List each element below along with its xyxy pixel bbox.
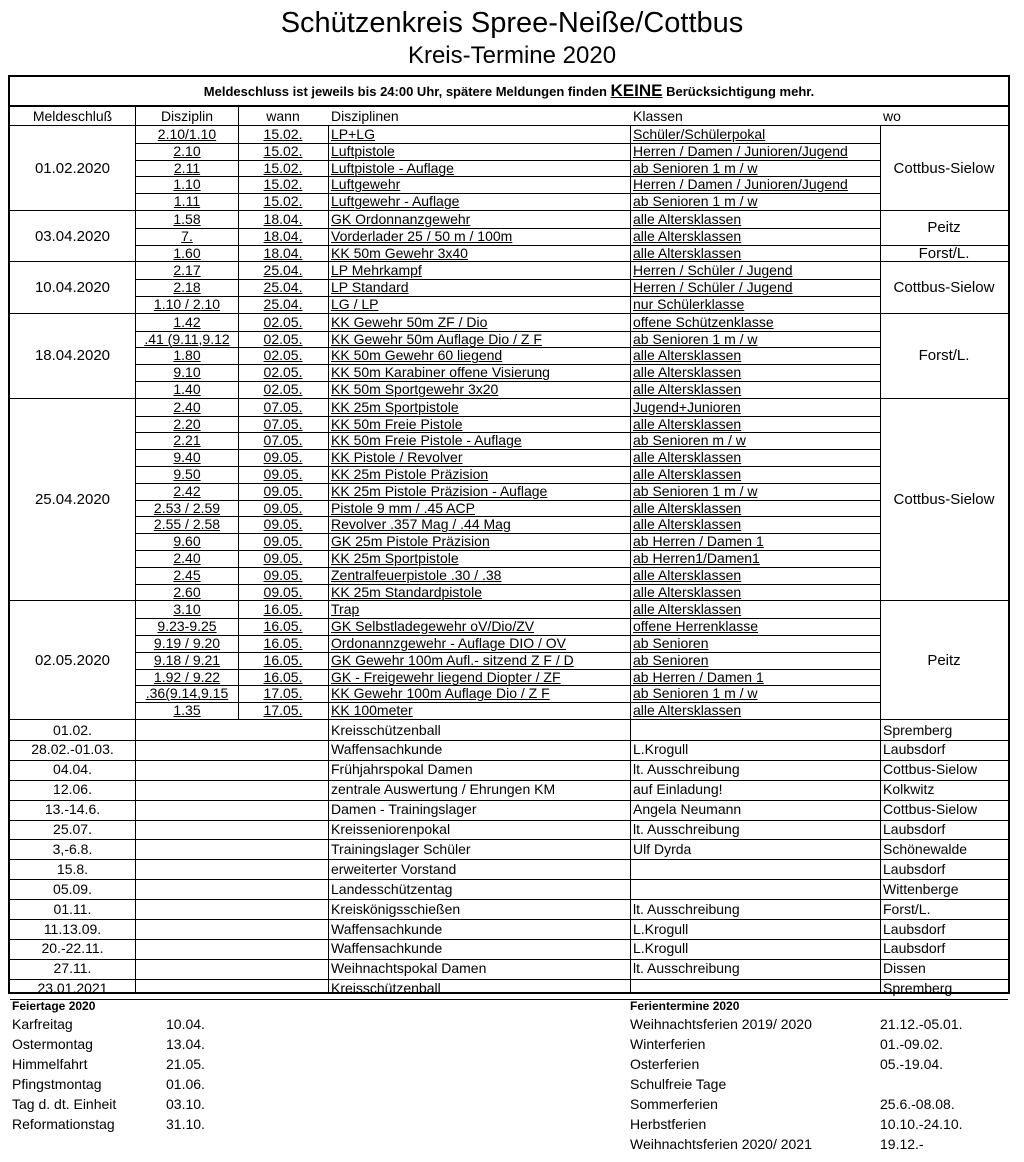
grid-line bbox=[136, 381, 880, 382]
header-code: Disziplin bbox=[160, 108, 214, 124]
vacations-name: Weihnachtsferien 2020/ 2021 bbox=[630, 1136, 812, 1152]
discipline-code: 1.60 bbox=[173, 244, 201, 261]
discipline-code: .36(9.14,9.15 bbox=[145, 685, 229, 702]
classes-cell: ab Herren / Damen 1 bbox=[633, 533, 764, 550]
event-name: Waffensachkunde bbox=[331, 741, 443, 758]
discipline-code: 2.10 bbox=[173, 142, 201, 159]
grid-line bbox=[136, 228, 880, 229]
event-date: 09.05. bbox=[263, 550, 303, 566]
classes-cell: alle Altersklassen bbox=[633, 702, 742, 719]
event-date: 15.02. bbox=[263, 193, 303, 210]
event-classes: auf Einladung! bbox=[633, 781, 723, 798]
discipline-code: 9.19 / 9.20 bbox=[153, 635, 221, 651]
grid-line bbox=[328, 125, 329, 719]
discipline-name: KK 50m Freie Pistole - Auflage bbox=[331, 432, 522, 449]
grid-line bbox=[10, 839, 1008, 840]
holidays-date: 10.04. bbox=[166, 1016, 205, 1032]
event-name: Waffensachkunde bbox=[331, 920, 443, 937]
event-name: erweiterter Vorstand bbox=[331, 860, 457, 877]
deadline-cell: 03.04.2020 bbox=[34, 227, 111, 245]
classes-cell: Herren / Schüler / Jugend bbox=[633, 279, 793, 296]
event-date: 25.04. bbox=[263, 296, 303, 312]
event-place: Laubsdorf bbox=[883, 741, 946, 758]
event-date: 18.04. bbox=[263, 227, 303, 244]
event-date: 23.01.2021 bbox=[37, 980, 108, 997]
event-place: Spremberg bbox=[883, 980, 953, 997]
event-date: 15.02. bbox=[263, 126, 303, 142]
holidays-date: 21.05. bbox=[166, 1056, 205, 1072]
discipline-code: 2.17 bbox=[173, 262, 201, 279]
page-title: Schützenkreis Spree-Neiße/Cottbus bbox=[280, 7, 744, 39]
event-classes: L.Krogull bbox=[633, 741, 689, 758]
notice-keyword: KEINE bbox=[610, 81, 663, 100]
event-date: 02.05. bbox=[263, 381, 303, 397]
event-date: 3,-6.8. bbox=[52, 840, 93, 857]
event-name: Frühjahrspokal Damen bbox=[331, 761, 473, 778]
event-place: Laubsdorf bbox=[883, 920, 946, 937]
event-date: 04.04. bbox=[53, 761, 92, 778]
discipline-name: GK 25m Pistole Präzision bbox=[331, 533, 490, 550]
discipline-name: Trap bbox=[331, 601, 360, 618]
grid-line bbox=[136, 432, 880, 433]
event-date: 18.04. bbox=[263, 244, 303, 261]
classes-cell: alle Altersklassen bbox=[633, 516, 742, 533]
header-deadline: Meldeschluß bbox=[32, 108, 113, 124]
grid-line bbox=[135, 719, 136, 992]
event-date: 25.04. bbox=[263, 279, 303, 296]
event-date: 16.05. bbox=[263, 651, 303, 668]
notice-text-post: Berücksichtigung mehr. bbox=[666, 84, 815, 99]
event-date: 13.-14.6. bbox=[44, 801, 101, 818]
event-place: Cottbus-Sielow bbox=[883, 801, 978, 818]
header-classes: Klassen bbox=[633, 108, 683, 124]
event-date: 15.02. bbox=[263, 176, 303, 193]
event-date: 02.05. bbox=[263, 330, 303, 347]
grid-line bbox=[135, 106, 136, 125]
notice-text-pre: Meldeschluss ist jeweils bis 24:00 Uhr, spätere Meldungen finden bbox=[203, 84, 607, 99]
event-date: 09.05. bbox=[263, 499, 303, 516]
holidays-name: Tag d. dt. Einheit bbox=[12, 1096, 117, 1112]
event-place: Kolkwitz bbox=[883, 781, 935, 798]
event-date: 01.02. bbox=[53, 721, 92, 738]
grid-line bbox=[136, 296, 880, 297]
grid-line bbox=[136, 669, 880, 670]
event-date: 20.-22.11. bbox=[41, 940, 104, 957]
vacations-date: 05.-19.04. bbox=[880, 1056, 944, 1072]
event-place: Laubsdorf bbox=[883, 860, 946, 877]
discipline-name: Zentralfeuerpistole .30 / .38 bbox=[331, 566, 502, 583]
discipline-code: 7. bbox=[181, 227, 193, 244]
classes-cell: ab Senioren 1 m / w bbox=[633, 193, 758, 210]
holidays-name: Pfingstmontag bbox=[12, 1076, 102, 1092]
discipline-code: 3.10 bbox=[173, 601, 201, 618]
classes-cell: ab Senioren 1 m / w bbox=[633, 159, 758, 176]
grid-line bbox=[136, 618, 880, 619]
event-date: 16.05. bbox=[263, 601, 303, 618]
discipline-code: 9.18 / 9.21 bbox=[153, 651, 221, 668]
discipline-code: 2.18 bbox=[173, 279, 201, 296]
discipline-code: .41 (9.11,9.12 bbox=[144, 330, 230, 347]
discipline-code: 1.40 bbox=[173, 381, 201, 397]
event-date: 09.05. bbox=[263, 583, 303, 600]
discipline-name: Luftpistole - Auflage bbox=[331, 159, 454, 176]
discipline-name: Luftgewehr bbox=[331, 176, 401, 193]
deadline-cell: 02.05.2020 bbox=[34, 651, 111, 669]
event-name: zentrale Auswertung / Ehrungen KM bbox=[331, 781, 556, 798]
deadline-notice bbox=[10, 77, 1008, 107]
event-date: 25.04. bbox=[263, 262, 303, 279]
event-classes bbox=[633, 722, 880, 738]
grid-line bbox=[238, 125, 239, 719]
event-date: 25.07. bbox=[53, 821, 92, 837]
grid-line bbox=[136, 466, 880, 467]
discipline-name: GK - Freigewehr liegend Diopter / ZF bbox=[331, 668, 561, 685]
discipline-code: 2.20 bbox=[173, 415, 201, 432]
discipline-name: KK 50m Karabiner offene Visierung bbox=[331, 364, 550, 381]
classes-cell: ab Senioren bbox=[633, 635, 709, 651]
discipline-name: Vorderlader 25 / 50 m / 100m bbox=[331, 227, 513, 244]
discipline-name: LG / LP bbox=[331, 296, 379, 312]
event-name: Trainingslager Schüler bbox=[331, 840, 471, 857]
grid-line bbox=[136, 483, 880, 484]
discipline-code: 9.10 bbox=[173, 364, 201, 381]
place-cell: Cottbus-Sielow bbox=[893, 491, 995, 509]
vacations-name: Winterferien bbox=[630, 1036, 706, 1052]
discipline-code: 9.23-9.25 bbox=[157, 618, 217, 635]
holidays-date: 01.06. bbox=[166, 1076, 205, 1092]
classes-cell: alle Altersklassen bbox=[633, 566, 742, 583]
event-date: 01.11. bbox=[53, 900, 92, 917]
header-discipline: Disziplinen bbox=[331, 108, 399, 124]
classes-cell: nur Schülerklasse bbox=[633, 296, 745, 312]
classes-cell: Herren / Damen / Junioren/Jugend bbox=[633, 176, 848, 193]
event-date: 07.05. bbox=[263, 415, 303, 432]
discipline-code: 9.50 bbox=[173, 466, 201, 482]
discipline-code: 2.45 bbox=[173, 566, 201, 583]
place-cell: Peitz bbox=[927, 219, 961, 237]
event-date: 09.05. bbox=[263, 482, 303, 499]
event-place: Laubsdorf bbox=[883, 821, 946, 837]
event-name: Damen - Trainingslager bbox=[331, 801, 477, 818]
discipline-name: KK 25m Sportpistole bbox=[331, 550, 459, 566]
event-date: 18.04. bbox=[263, 211, 303, 227]
event-classes: lt. Ausschreibung bbox=[633, 761, 740, 778]
holidays-name: Himmelfahrt bbox=[12, 1056, 88, 1072]
discipline-name: Revolver .357 Mag / .44 Mag bbox=[331, 516, 511, 533]
grid-line bbox=[10, 106, 1008, 107]
event-date: 05.09. bbox=[53, 880, 92, 897]
place-cell: Forst/L. bbox=[918, 244, 970, 262]
event-date: 09.05. bbox=[263, 449, 303, 466]
discipline-name: KK 50m Sportgewehr 3x20 bbox=[331, 381, 499, 397]
deadline-cell: 25.04.2020 bbox=[34, 491, 111, 509]
event-classes: Ulf Dyrda bbox=[633, 840, 692, 857]
event-place: Laubsdorf bbox=[883, 940, 946, 957]
classes-cell: ab Senioren 1 m / w bbox=[633, 685, 758, 702]
holidays-date: 03.10. bbox=[166, 1096, 205, 1112]
classes-cell: Schüler/Schülerpokal bbox=[633, 126, 766, 142]
discipline-name: KK 25m Pistole Präzision - Auflage bbox=[331, 482, 548, 499]
grid-line bbox=[630, 125, 631, 992]
event-date: 15.02. bbox=[263, 159, 303, 176]
event-name: Kreisschützenball bbox=[331, 980, 441, 997]
discipline-code: 9.40 bbox=[173, 449, 201, 466]
event-classes: lt. Ausschreibung bbox=[633, 821, 740, 837]
grid-line bbox=[136, 279, 880, 280]
grid-line bbox=[136, 516, 880, 517]
event-date: 16.05. bbox=[263, 618, 303, 635]
vacations-name: Schulfreie Tage bbox=[630, 1076, 727, 1092]
discipline-code: 2.60 bbox=[173, 583, 201, 600]
discipline-code: 2.10/1.10 bbox=[157, 126, 217, 142]
classes-cell: alle Altersklassen bbox=[633, 449, 742, 466]
classes-cell: Herren / Damen / Junioren/Jugend bbox=[633, 142, 848, 159]
grid-line bbox=[136, 584, 880, 585]
classes-cell: alle Altersklassen bbox=[633, 227, 742, 244]
classes-cell: alle Altersklassen bbox=[633, 499, 742, 516]
discipline-code: 9.60 bbox=[173, 533, 201, 550]
discipline-code: 1.35 bbox=[173, 702, 201, 719]
event-classes: Angela Neumann bbox=[633, 801, 742, 818]
discipline-code: 1.80 bbox=[173, 347, 201, 364]
event-date: 07.05. bbox=[263, 432, 303, 449]
event-date: 02.05. bbox=[263, 364, 303, 381]
event-name: Kreiskönigsschießen bbox=[331, 900, 461, 917]
grid-line bbox=[880, 245, 1008, 246]
event-date: 16.05. bbox=[263, 668, 303, 685]
classes-cell: ab Senioren 1 m / w bbox=[633, 330, 758, 347]
place-cell: Cottbus-Sielow bbox=[893, 159, 995, 177]
discipline-code: 1.10 bbox=[173, 176, 201, 193]
discipline-name: GK Ordonnanzgewehr bbox=[331, 211, 471, 227]
grid-line bbox=[136, 160, 880, 161]
classes-cell: ab Senioren bbox=[633, 651, 709, 668]
vacations-date: 25.6.-08.08. bbox=[880, 1096, 955, 1112]
discipline-code: 1.92 / 9.22 bbox=[153, 668, 221, 685]
holidays-date: 13.04. bbox=[166, 1036, 205, 1052]
discipline-name: LP+LG bbox=[331, 126, 375, 142]
event-date: 15.8. bbox=[56, 860, 89, 877]
event-date: 09.05. bbox=[263, 533, 303, 550]
grid-line bbox=[136, 416, 880, 417]
discipline-name: KK 25m Standardpistole bbox=[331, 583, 482, 600]
classes-cell: ab Herren1/Damen1 bbox=[633, 550, 760, 566]
classes-cell: offene Schützenklasse bbox=[633, 313, 774, 330]
event-date: 16.05. bbox=[263, 635, 303, 651]
grid-line bbox=[136, 652, 880, 653]
event-date: 02.05. bbox=[263, 313, 303, 330]
grid-line bbox=[880, 125, 881, 992]
vacations-date: 10.10.-24.10. bbox=[880, 1116, 963, 1132]
vacations-title: Ferientermine 2020 bbox=[630, 999, 740, 1013]
place-cell: Peitz bbox=[927, 651, 961, 669]
event-date: 11.13.09. bbox=[43, 920, 102, 937]
discipline-code: 2.40 bbox=[173, 550, 201, 566]
grid-line bbox=[136, 533, 880, 534]
vacations-name: Sommerferien bbox=[630, 1096, 718, 1112]
place-cell: Forst/L. bbox=[918, 347, 970, 365]
classes-cell: alle Altersklassen bbox=[633, 601, 742, 618]
holidays-name: Karfreitag bbox=[12, 1016, 73, 1032]
event-name: Kreisschützenball bbox=[331, 721, 441, 738]
event-name: Waffensachkunde bbox=[331, 940, 443, 957]
event-place: Spremberg bbox=[883, 721, 953, 738]
event-date: 07.05. bbox=[263, 398, 303, 415]
discipline-code: 1.10 / 2.10 bbox=[153, 296, 221, 312]
classes-cell: alle Altersklassen bbox=[633, 381, 742, 397]
discipline-name: KK 25m Pistole Präzision bbox=[331, 466, 489, 482]
event-date: 02.05. bbox=[263, 347, 303, 364]
discipline-name: KK 50m Freie Pistole bbox=[331, 415, 463, 432]
event-classes: lt. Ausschreibung bbox=[633, 960, 740, 977]
grid-line bbox=[136, 245, 880, 246]
grid-line bbox=[136, 500, 880, 501]
event-classes bbox=[633, 881, 880, 897]
event-classes: lt. Ausschreibung bbox=[633, 900, 740, 917]
discipline-code: 1.11 bbox=[173, 193, 201, 210]
event-classes: L.Krogull bbox=[633, 920, 689, 937]
classes-cell: Jugend+Junioren bbox=[633, 398, 741, 415]
vacations-name: Osterferien bbox=[630, 1056, 700, 1072]
classes-cell: alle Altersklassen bbox=[633, 244, 742, 261]
classes-cell: alle Altersklassen bbox=[633, 415, 742, 432]
discipline-name: KK 25m Sportpistole bbox=[331, 398, 459, 415]
discipline-code: 2.53 / 2.59 bbox=[153, 499, 221, 516]
event-date: 09.05. bbox=[263, 516, 303, 533]
classes-cell: Herren / Schüler / Jugend bbox=[633, 262, 793, 279]
event-classes bbox=[633, 980, 880, 996]
schedule-table bbox=[8, 75, 1010, 997]
vacations-name: Weihnachtsferien 2019/ 2020 bbox=[630, 1016, 812, 1032]
discipline-name: KK 50m Gewehr 60 liegend bbox=[331, 347, 503, 364]
event-name: Kreisseniorenpokal bbox=[331, 821, 451, 837]
place-cell: Cottbus-Sielow bbox=[893, 279, 995, 297]
discipline-name: LP Mehrkampf bbox=[331, 262, 422, 279]
event-date: 28.02.-01.03. bbox=[31, 741, 114, 758]
grid-line bbox=[136, 567, 880, 568]
grid-line bbox=[136, 702, 880, 703]
vacations-name: Herbstferien bbox=[630, 1116, 707, 1132]
discipline-name: KK Gewehr 50m Auflage Dio / Z F bbox=[331, 330, 542, 347]
event-classes: L.Krogull bbox=[633, 940, 689, 957]
deadline-cell: 18.04.2020 bbox=[34, 347, 111, 365]
discipline-name: Luftgewehr - Auflage bbox=[331, 193, 460, 210]
discipline-code: 2.11 bbox=[173, 159, 201, 176]
discipline-code: 2.21 bbox=[173, 432, 201, 449]
discipline-name: KK Gewehr 50m ZF / Dio bbox=[331, 313, 488, 330]
grid-line bbox=[136, 176, 880, 177]
grid-line bbox=[136, 685, 880, 686]
grid-line bbox=[10, 719, 1008, 720]
holidays-date: 31.10. bbox=[166, 1116, 205, 1132]
event-date: 12.06. bbox=[53, 781, 92, 798]
grid-line bbox=[238, 106, 239, 125]
holidays-name: Reformationstag bbox=[12, 1116, 115, 1132]
vacations-date: 19.12.- bbox=[880, 1136, 924, 1152]
header-place: wo bbox=[883, 108, 901, 124]
grid-line bbox=[136, 331, 880, 332]
event-date: 09.05. bbox=[263, 466, 303, 482]
event-classes bbox=[633, 861, 880, 877]
event-place: Dissen bbox=[883, 960, 926, 977]
event-name: Weihnachtspokal Damen bbox=[331, 960, 487, 977]
classes-cell: ab Herren / Damen 1 bbox=[633, 668, 764, 685]
discipline-code: 1.42 bbox=[173, 313, 201, 330]
classes-cell: offene Herrenklasse bbox=[633, 618, 759, 635]
classes-cell: ab Senioren 1 m / w bbox=[633, 482, 758, 499]
event-date: 15.02. bbox=[263, 142, 303, 159]
discipline-name: GK Gewehr 100m Aufl.- sitzend Z F / D bbox=[331, 651, 574, 668]
event-date: 17.05. bbox=[263, 685, 303, 702]
classes-cell: alle Altersklassen bbox=[633, 364, 742, 381]
grid-line bbox=[136, 143, 880, 144]
discipline-name: Ordonannzgewehr - Auflage DIO / OV bbox=[331, 635, 567, 651]
discipline-code: 2.55 / 2.58 bbox=[153, 516, 221, 533]
discipline-code: 2.40 bbox=[173, 398, 201, 415]
grid-line bbox=[136, 449, 880, 450]
discipline-code: 2.42 bbox=[173, 482, 201, 499]
event-place: Forst/L. bbox=[883, 900, 931, 917]
event-date: 27.11. bbox=[53, 960, 92, 977]
classes-cell: alle Altersklassen bbox=[633, 466, 742, 482]
discipline-name: Pistole 9 mm / .45 ACP bbox=[331, 499, 475, 516]
discipline-name: GK Selbstladegewehr oV/Dio/ZV bbox=[331, 618, 535, 635]
discipline-name: KK 50m Gewehr 3x40 bbox=[331, 244, 468, 261]
grid-line bbox=[136, 635, 880, 636]
vacations-date: 21.12.-05.01. bbox=[880, 1016, 963, 1032]
grid-line bbox=[136, 193, 880, 194]
discipline-name: Luftpistole bbox=[331, 142, 395, 159]
grid-line bbox=[328, 719, 329, 992]
holidays-name: Ostermontag bbox=[12, 1036, 93, 1052]
classes-cell: ab Senioren m / w bbox=[633, 432, 746, 449]
discipline-code: 1.58 bbox=[173, 211, 201, 227]
discipline-name: KK Pistole / Revolver bbox=[331, 449, 463, 466]
discipline-name: LP Standard bbox=[331, 279, 409, 296]
deadline-cell: 01.02.2020 bbox=[34, 159, 111, 177]
classes-cell: alle Altersklassen bbox=[633, 211, 742, 227]
grid-line bbox=[10, 999, 1008, 1000]
grid-line bbox=[136, 364, 880, 365]
header-date: wann bbox=[266, 108, 300, 124]
discipline-name: KK 100meter bbox=[331, 702, 413, 719]
classes-cell: alle Altersklassen bbox=[633, 347, 742, 364]
vacations-date: 01.-09.02. bbox=[880, 1036, 944, 1052]
event-place: Wittenberge bbox=[883, 880, 959, 897]
classes-cell: alle Altersklassen bbox=[633, 583, 742, 600]
event-place: Cottbus-Sielow bbox=[883, 761, 978, 778]
grid-line bbox=[136, 550, 880, 551]
event-name: Landesschützentag bbox=[331, 880, 453, 897]
event-date: 09.05. bbox=[263, 566, 303, 583]
grid-line bbox=[136, 347, 880, 348]
holidays-title: Feiertage 2020 bbox=[12, 999, 96, 1013]
event-place: Schönewalde bbox=[883, 840, 968, 857]
page-subtitle: Kreis-Termine 2020 bbox=[407, 42, 617, 69]
event-date: 17.05. bbox=[263, 702, 303, 719]
deadline-cell: 10.04.2020 bbox=[34, 279, 111, 297]
discipline-name: KK Gewehr 100m Auflage Dio / Z F bbox=[331, 685, 550, 702]
grid-line bbox=[135, 125, 136, 719]
